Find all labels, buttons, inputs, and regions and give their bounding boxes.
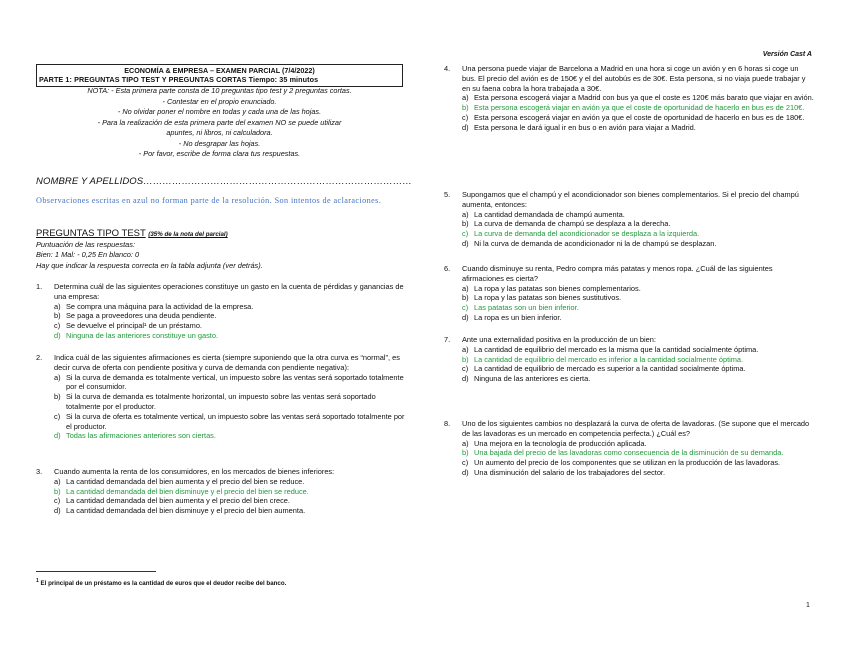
option-letter: c)	[462, 364, 469, 374]
question-stem: Indica cuál de las siguientes afirmaciones es cierta (siempre suponiendo que la otra curva es “normal”, es decir curva de oferta con pendiente positiva y curva de demanda con pendiente negativa):	[54, 353, 400, 372]
option-letter: a)	[462, 438, 469, 448]
answer-option	[444, 313, 814, 323]
option-letter: d)	[462, 238, 469, 248]
answer-option	[36, 331, 406, 341]
question-number: 5.	[444, 190, 451, 199]
option-text: La curva de demanda de champú se desplaza a la derecha.	[474, 219, 671, 229]
option-letter: b)	[54, 311, 61, 321]
option-text: Ninguna de las anteriores constituye un gasto.	[66, 330, 219, 340]
section-heading	[36, 228, 228, 239]
question-8	[444, 419, 814, 478]
option-text: Se compra una máquina para la actividad de la empresa.	[66, 301, 254, 311]
question-number: 2.	[36, 353, 43, 362]
answer-option	[36, 311, 406, 321]
answer-option	[36, 412, 406, 432]
question-1	[36, 282, 406, 341]
answer-option	[36, 431, 406, 441]
answer-option	[444, 123, 814, 133]
answer-option	[444, 103, 814, 113]
option-text: Si la curva de oferta es totalmente vertical, un impuesto sobre las ventas será soportado totalmente por el productor.	[66, 411, 405, 431]
option-letter: c)	[54, 321, 61, 331]
option-text: Un aumento del precio de los componentes que se utilizan en la producción de las lavadoras.	[474, 458, 781, 468]
option-text: Esta persona escogerá viajar en avión ya que el coste de oportunidad de hacerlo en bus es de 180€.	[474, 112, 805, 122]
option-text: Las patatas son un bien inferior.	[474, 303, 579, 313]
version-label: Versión Cast A	[762, 51, 812, 58]
scoring-rules	[36, 240, 263, 271]
question-stem: Cuando disminuye su renta, Pedro compra más patatas y menos ropa. ¿Cuál de las siguientes afirmaciones es cierta?	[462, 264, 773, 283]
question-number: 3.	[36, 467, 43, 476]
option-letter: c)	[54, 496, 61, 506]
option-letter: a)	[462, 283, 469, 293]
option-text: Esta persona escogerá viajar en avión ya que el coste de oportunidad de hacerlo en bus es de 210€.	[474, 103, 805, 113]
option-letter: c)	[462, 303, 469, 313]
option-text: La cantidad demandada del bien aumenta y el precio del bien se reduce.	[66, 476, 305, 486]
answer-option	[36, 506, 406, 516]
name-field: NOMBRE Y APELLIDOS…………………………………………………………………………	[36, 176, 413, 187]
answer-option	[444, 355, 814, 365]
option-text: Ni la curva de demanda de acondicionador ni la de champú se desplazan.	[474, 238, 717, 248]
answer-option	[444, 293, 814, 303]
option-text: La ropa es un bien inferior.	[474, 312, 562, 322]
answer-option	[36, 373, 406, 393]
note-line: NOTA: - Esta primera parte consta de 10 preguntas tipo test y 2 preguntas cortas.	[87, 86, 352, 95]
option-text: Una disminución del salario de los trabajadores del sector.	[474, 467, 666, 477]
option-letter: c)	[462, 458, 469, 468]
option-letter: b)	[462, 219, 469, 229]
exam-header	[36, 64, 403, 87]
answer-option	[36, 477, 406, 487]
answer-option	[444, 113, 814, 123]
answer-option	[444, 303, 814, 313]
footnote-divider	[36, 571, 156, 572]
option-letter: c)	[54, 411, 61, 421]
option-letter: a)	[54, 372, 61, 382]
footnote-mark: 1	[36, 578, 39, 584]
question-6	[444, 264, 814, 323]
option-letter: b)	[462, 103, 469, 113]
answer-option	[444, 210, 814, 220]
rule-line: Hay que indicar la respuesta correcta en la tabla adjunta (ver detrás).	[36, 260, 263, 270]
question-number: 1.	[36, 282, 43, 291]
question-5	[444, 190, 814, 249]
option-text: La cantidad demandada de champú aumenta.	[474, 209, 625, 219]
option-letter: d)	[54, 330, 61, 340]
page-number: 1	[806, 602, 810, 609]
option-text: La ropa y las patatas son bienes complementarios.	[474, 283, 641, 293]
option-letter: d)	[54, 431, 61, 441]
option-letter: d)	[54, 506, 61, 516]
question-stem: Cuando aumenta la renta de los consumidores, en los mercados de bienes inferiores:	[54, 467, 335, 476]
option-text: Se paga a proveedores una deuda pendiente.	[66, 311, 217, 321]
option-text: La cantidad de equilibrio de mercado es superior a la cantidad socialmente óptima.	[474, 364, 746, 374]
option-text: La cantidad demandada del bien disminuye y el precio del bien se reduce.	[66, 486, 309, 496]
question-stem: Ante una externalidad positiva en la producción de un bien:	[462, 335, 656, 344]
option-letter: a)	[54, 476, 61, 486]
question-4	[444, 64, 814, 133]
rule-line: Puntuación de las respuestas:	[36, 240, 136, 249]
section-weight: (35% de la nota del parcial)	[148, 231, 228, 238]
answer-option	[444, 458, 814, 468]
exam-title: ECONOMÍA & EMPRESA – EXAMEN PARCIAL (7/4/2022)	[124, 66, 315, 75]
observation-note: Observaciones escritas en azul no forman parte de la resolución. Son intentos de aclaraciones.	[36, 196, 382, 205]
option-letter: c)	[462, 112, 469, 122]
option-letter: b)	[462, 354, 469, 364]
option-letter: d)	[462, 467, 469, 477]
option-letter: b)	[462, 293, 469, 303]
footnote	[36, 578, 286, 587]
option-text: Una bajada del precio de las lavadoras como consecuencia de la disminución de su demanda.	[474, 448, 784, 458]
answer-option	[444, 239, 814, 249]
option-letter: b)	[462, 448, 469, 458]
note-line: apuntes, ni libros, ni calculadora.	[166, 128, 273, 137]
answer-option	[36, 321, 406, 331]
option-text: Si la curva de demanda es totalmente vertical, un impuesto sobre las ventas será soportado totalmente por el consumidor.	[66, 372, 404, 392]
option-text: La cantidad demandada del bien disminuye y el precio del bien aumenta.	[66, 506, 306, 516]
option-letter: a)	[462, 93, 469, 103]
answer-option	[36, 487, 406, 497]
option-text: La curva de demanda del acondicionador se desplaza a la izquierda.	[474, 229, 700, 239]
answer-option	[444, 284, 814, 294]
option-text: Todas las afirmaciones anteriores son ciertas.	[66, 431, 216, 441]
question-number: 8.	[444, 419, 451, 428]
option-text: La cantidad demandada del bien aumenta y el precio del bien crece.	[66, 496, 290, 506]
answer-option	[444, 345, 814, 355]
note-line: - Para la realización de esta primera parte del examen NO se puede utilizar	[97, 117, 342, 127]
option-text: Esta persona escogerá viajar a Madrid con bus ya que el coste es 120€ más barato que viajar en avión.	[474, 93, 814, 103]
option-text: La cantidad de equilibrio del mercado es la misma que la cantidad socialmente óptima.	[474, 344, 759, 354]
question-stem: Una persona puede viajar de Barcelona a Madrid en una hora si coge un avión y en 6 horas si coge un bus. El precio del avión es de 150€ y el del autobús es de 30€. Esta persona, si no viaja puede trabajar y en su faena cobra la hora trabajada a 30€.	[462, 64, 806, 93]
option-text: Esta persona le dará igual ir en bus o en avión para viajar a Madrid.	[474, 122, 696, 132]
answer-option	[444, 364, 814, 374]
option-text: Ninguna de las anteriores es cierta.	[474, 374, 591, 384]
exam-notes	[36, 86, 403, 160]
answer-option	[444, 448, 814, 458]
option-text: La cantidad de equilibrio del mercado es inferior a la cantidad socialmente óptima.	[474, 354, 744, 364]
rule-line: Bien: 1 Mal: - 0,25 En blanco: 0	[36, 250, 140, 260]
answer-option	[444, 468, 814, 478]
question-number: 7.	[444, 335, 451, 344]
question-number: 4.	[444, 64, 451, 73]
answer-option	[36, 392, 406, 412]
answer-option	[36, 302, 406, 312]
option-letter: d)	[462, 374, 469, 384]
option-text: La ropa y las patatas son bienes sustitutivos.	[474, 293, 622, 303]
question-stem: Determina cuál de las siguientes operaciones constituye un gasto en la cuenta de pérdidas y ganancias de una empresa:	[54, 282, 404, 301]
option-text: Una mejora en la tecnología de producción aplicada.	[474, 438, 647, 448]
option-letter: a)	[462, 344, 469, 354]
option-letter: b)	[54, 486, 61, 496]
question-3	[36, 467, 406, 516]
question-stem: Uno de los siguientes cambios no desplazará la curva de oferta de lavadoras. (Se supone que el mercado de las lavadoras es un mercado en competencia perfecta.) ¿Cuál es?	[462, 419, 810, 438]
note-line: - No olvidar poner el nombre en todas y cada una de las hojas.	[117, 107, 322, 116]
exam-subtitle: PARTE 1: PREGUNTAS TIPO TEST Y PREGUNTAS CORTAS Tiempo: 35 minutos	[39, 75, 319, 84]
question-2	[36, 353, 406, 441]
option-text: Si la curva de demanda es totalmente horizontal, un impuesto sobre las ventas será soportado totalmente por el productor.	[66, 392, 376, 411]
note-line: - Por favor, escribe de forma clara tus respuestas.	[138, 149, 301, 158]
note-line: - Contestar en el propio enunciado.	[162, 96, 277, 106]
answer-option	[36, 496, 406, 506]
option-letter: c)	[462, 229, 469, 239]
answer-option	[444, 219, 814, 229]
footnote-text: El principal de un préstamo es la cantidad de euros que el deudor recibe del banco.	[40, 580, 287, 588]
option-letter: d)	[462, 122, 469, 132]
question-stem: Supongamos que el champú y el acondicionador son bienes complementarios. Si el precio del champú aumenta, entonces:	[462, 190, 799, 209]
option-letter: b)	[54, 392, 61, 402]
answer-option	[444, 439, 814, 449]
section-title: PREGUNTAS TIPO TEST	[36, 228, 146, 239]
option-text: Se devuelve el principal¹ de un préstamo.	[66, 321, 202, 331]
option-letter: a)	[462, 209, 469, 219]
question-7	[444, 335, 814, 384]
answer-option	[444, 229, 814, 239]
question-number: 6.	[444, 264, 451, 273]
note-line: - No desgrapar las hojas.	[178, 138, 261, 148]
option-letter: a)	[54, 301, 61, 311]
answer-option	[444, 374, 814, 384]
answer-option	[444, 93, 814, 103]
option-letter: d)	[462, 312, 469, 322]
